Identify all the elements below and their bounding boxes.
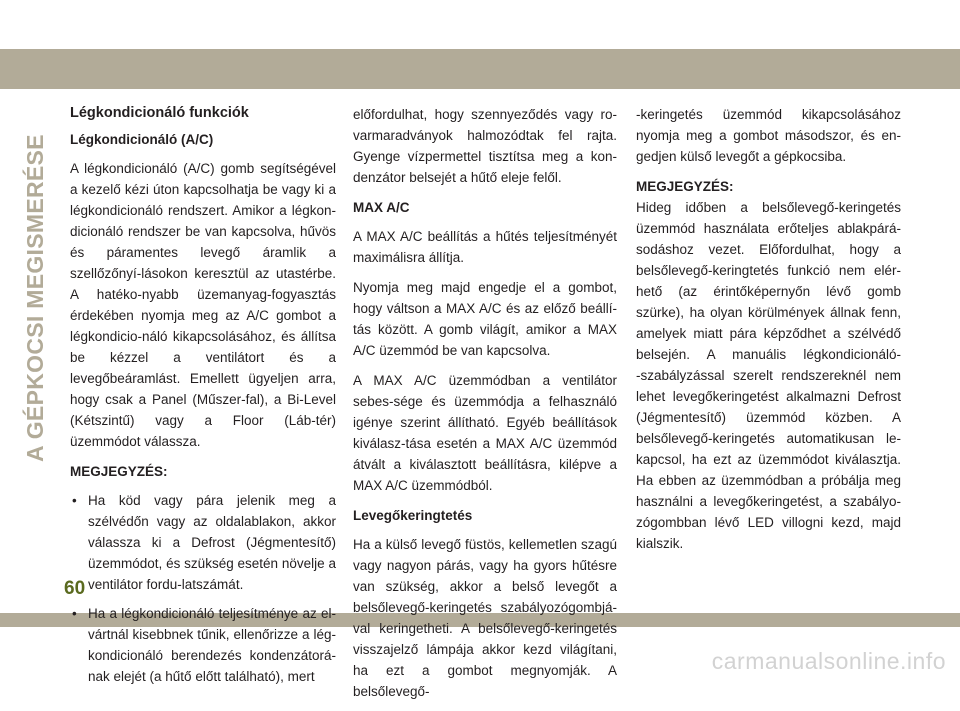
section-side-title: A GÉPKOCSI MEGISMERÉSE [22,134,48,462]
note-bullet-performance: • Ha a légkondicionáló teljesítménye az el-vártnál kisebbnek tűnik, ellenőrizze a lég-kondicionáló berendezés kondenzátorá-nak elejét (a hűtő előtt található), mert [70,603,336,687]
max-ac-paragraph-1: A MAX A/C beállítás a hűtés teljesítményét maximálisra állítja. [353,229,617,265]
recirculation-paragraph: Ha a külső levegő füstös, kellemetlen szagú vagy nagyon párás, vagy ha gyors hűtésre van szükség, akkor a belső levegőt a belsőlevegő-keringetés szabályozógombjá-val keringetheti. A belsőlevegő-keringetés visszajelző lámpája akkor kezd világítani, ha ezt a gombot megnyomják. A belsőlevegő- [353,537,617,699]
column-left [70,103,336,695]
ac-paragraph: A légkondicionáló (A/C) gomb segítségével a kezelő kézi úton kapcsolhatja be vagy ki a légkondicionáló rendszert. Amikor a légkon-dicionáló rendszer be van kapcsolva, hűvös és páramentes levegő áramlik a szellőzőnyí-lásokon keresztül az utastérbe. A hatéko-nyabb üzemanyag-fogyasztás érdekében nyomja meg az A/C gombot a légkondicio-náló kikapcsolásához, és állítsa be kézzel a ventilátort és a levegőbeáramlást. Emellett ügyeljen arra, hogy csak a Panel (Műszer-fal), a Bi-Level (Kétszintű) vagy a Floor (Láb-tér) üzemmódot válassza. [70,161,336,449]
note-title: MEGJEGYZÉS: [70,464,168,479]
page-number: 60 [64,578,86,599]
column-right [636,104,901,563]
recirculation-continued-paragraph: -keringetés üzemmód kikapcsolásához nyomja meg a gombot másodszor, és en-gedjen külső levegőt a gépkocsiba. [636,107,901,164]
section-title: Légkondicionáló funkciók [70,105,249,121]
condenser-paragraph: előfordulhat, hogy szennyeződés vagy ro-varmaradványok halmozódtak fel rajta. Gyenge vízpermettel tisztítsa meg a kon-denzátor belsejét a hűtő eleje felől. [353,107,617,185]
subsection-title-max-ac: MAX A/C [353,200,410,215]
max-ac-paragraph-2: Nyomja meg majd engedje el a gombot, hogy váltson a MAX A/C és az előző beállí-tás között. A gomb világít, amikor a MAX A/C üzemmód be van kapcsolva. [353,280,617,358]
note-title-2: MEGJEGYZÉS: [636,179,734,194]
note-bullet-fog: • Ha köd vagy pára jelenik meg a szélvédőn vagy az oldalablakon, akkor válassza ki a Defrost (Jégmentesítő) üzemmódot, és szükség esetén növelje a ventilátor fordu-latszámát. [70,490,336,595]
note-bullet-list [70,490,336,687]
subsection-title-recirculation: Levegőkeringtetés [353,508,473,523]
max-ac-paragraph-3: A MAX A/C üzemmódban a ventilátor sebes-sége és üzemmódja a felhasználó igénye szerint állítható. Egyéb beállítások kiválasz-tása esetén a MAX A/C üzemmód átvált a kiválasztott beállításra, kilépve a MAX A/C üzemmódból. [353,373,617,493]
subsection-title-ac: Légkondicionáló (A/C) [70,132,214,147]
header-band [0,49,960,89]
top-margin [0,0,960,49]
note-paragraph: Hideg időben a belsőlevegő-keringetés üzemmód használata erőteljes ablakpárá-sodáshoz vezet. Előfordulhat, hogy a belsőlevegő-keringtetés funkció nem elér-hető (az érintőképernyőn lévő gomb szürke), ha olyan körülmények állnak fenn, amelyek miatt pára képződhet a szélvédő belsején. A manuális légkondicionáló-‑szabályzással szerelt rendszereknél nem lehet levegőkeringetést alkalmazni Defrost (Jégmentesítő) üzemmód közben. A belsőlevegő-keringetés automatikusan le-kapcsol, ha ezt az üzemmódot kiválasztja. Ha ebben az üzemmódban a próbálja meg használni a levegőkeringetést, a szabályo-zógombban lévő LED villogni kezd, majd kialszik. [636,200,901,551]
watermark: carmanualsonline.info [711,648,946,674]
column-middle [353,104,617,711]
